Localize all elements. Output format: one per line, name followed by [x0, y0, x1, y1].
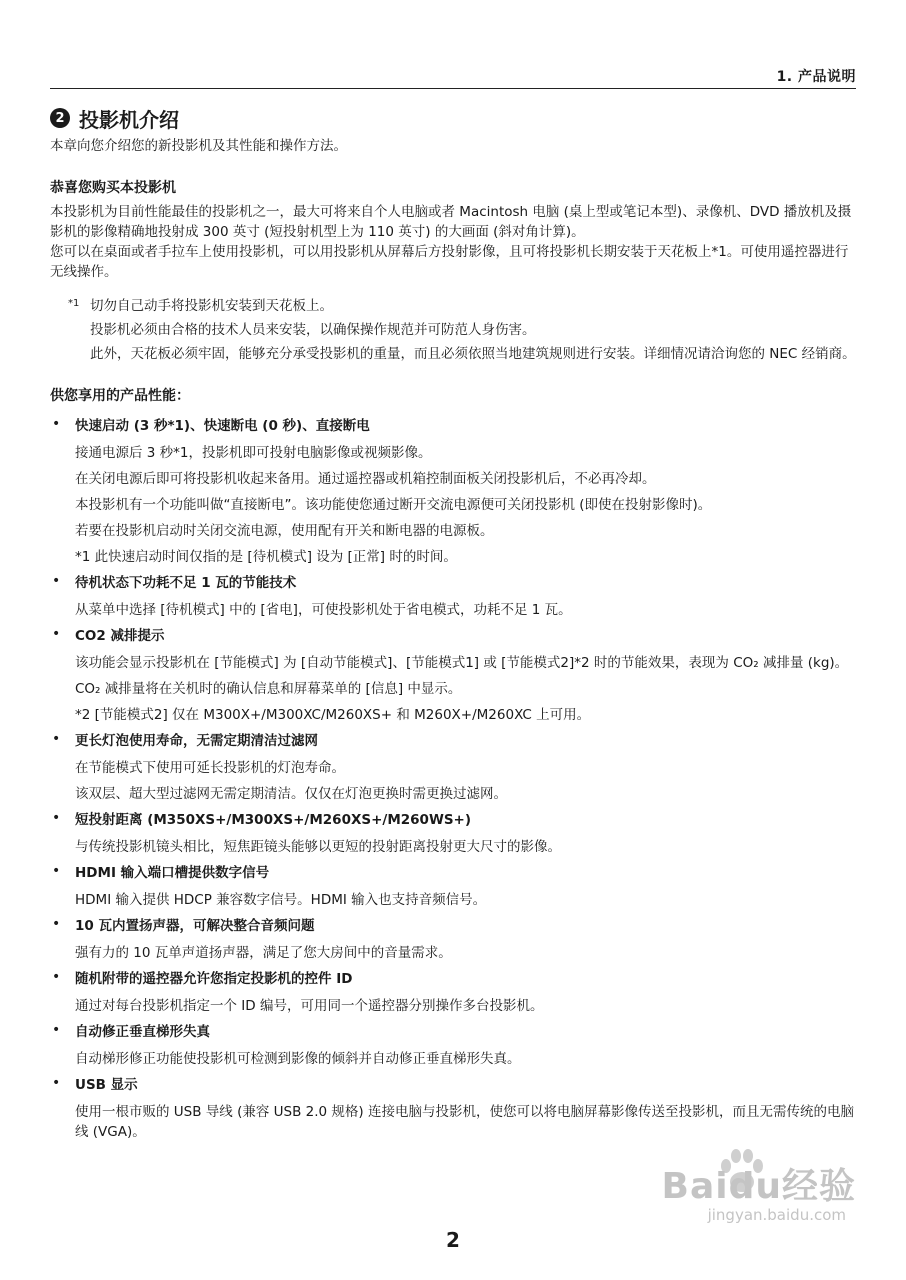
feature-title: 待机状态下功耗不足 1 瓦的节能技术 — [75, 575, 297, 591]
bullet-icon: • — [52, 416, 61, 432]
watermark-url: jingyan.baidu.com — [707, 1206, 846, 1224]
feature-item — [50, 572, 856, 620]
feature-item — [50, 415, 856, 567]
note-line: 此外，天花板必须牢固，能够充分承受投影机的重量，而且必须依照当地建筑规则进行安装。详细情况请洽询您的 NEC 经销商。 — [90, 346, 856, 362]
feature-description: 该双层、超大型过滤网无需定期清洁。仅仅在灯泡更换时需更换过滤网。 — [75, 786, 507, 802]
feature-item — [50, 915, 856, 963]
note-marker: *1 — [68, 298, 80, 309]
feature-item — [50, 862, 856, 910]
feature-description: 与传统投影机镜头相比，短焦距镜头能够以更短的投射距离投射更大尺寸的影像。 — [75, 839, 561, 855]
header-rule — [50, 88, 856, 89]
watermark-brand: Baidu经验 — [661, 1166, 856, 1207]
feature-description: 接通电源后 3 秒*1，投影机即可投射电脑影像或视频影像。 — [75, 445, 432, 461]
feature-description: 若要在投影机启动时关闭交流电源，使用配有开关和断电器的电源板。 — [75, 523, 494, 539]
feature-title: 自动修正垂直梯形失真 — [75, 1024, 210, 1040]
chapter-number-badge: 2 — [50, 108, 70, 128]
feature-title: 更长灯泡使用寿命，无需定期清洁过滤网 — [75, 733, 318, 749]
feature-description: 在节能模式下使用可延长投影机的灯泡寿命。 — [75, 760, 345, 776]
feature-title: 10 瓦内置扬声器，可解决整合音频问题 — [75, 918, 315, 934]
feature-item — [50, 730, 856, 804]
feature-description: 通过对每台投影机指定一个 ID 编号，可用同一个遥控器分别操作多台投影机。 — [75, 998, 544, 1014]
feature-item — [50, 625, 856, 725]
feature-description: 本投影机有一个功能叫做“直接断电”。该功能使您通过断开交流电源便可关闭投影机 (即使在投射影像时)。 — [75, 497, 712, 513]
feature-title: CO2 减排提示 — [75, 628, 165, 644]
chapter-title-text: 投影机介绍 — [79, 107, 179, 132]
feature-title: HDMI 输入端口槽提供数字信号 — [75, 865, 270, 881]
feature-title: 短投射距离 (M350XS+/M300XS+/M260XS+/M260WS+) — [75, 812, 472, 828]
note-line: 切勿自己动手将投影机安装到天花板上。 — [90, 298, 333, 314]
feature-description: CO₂ 减排量将在关机时的确认信息和屏幕菜单的 [信息] 中显示。 — [75, 681, 462, 697]
bullet-icon: • — [52, 863, 61, 879]
feature-description: HDMI 输入提供 HDCP 兼容数字信号。HDMI 输入也支持音频信号。 — [75, 892, 487, 908]
feature-description: 在关闭电源后即可将投影机收起来备用。通过遥控器或机箱控制面板关闭投影机后，不必再冷却。 — [75, 471, 656, 487]
feature-item — [50, 1074, 856, 1142]
feature-description: *2 [节能模式2] 仅在 M300X+/M300XC/M260XS+ 和 M260X+/M260XC 上可用。 — [75, 707, 591, 723]
feature-title: USB 显示 — [75, 1077, 138, 1093]
page-content — [50, 102, 856, 1147]
congrats-paragraph: 本投影机为目前性能最佳的投影机之一，最大可将来自个人电脑或者 Macintosh 电脑 (桌上型或笔记本型)、录像机、DVD 播放机及摄影机的影像精确地投射成 300 英寸 (短投射机型上为 110 英寸) 的大画面 (斜对角计算)。 — [50, 204, 852, 240]
congrats-heading: 恭喜您购买本投影机 — [50, 180, 176, 196]
bullet-icon: • — [52, 969, 61, 985]
feature-description: *1 此快速启动时间仅指的是 [待机模式] 设为 [正常] 时的时间。 — [75, 549, 457, 565]
features-list — [50, 415, 856, 1142]
feature-description: 该功能会显示投影机在 [节能模式] 为 [自动节能模式]、[节能模式1] 或 [节能模式2]*2 时的节能效果，表现为 CO₂ 减排量 (kg)。 — [75, 655, 849, 671]
bullet-icon: • — [52, 1075, 61, 1091]
section-header: 1. 产品说明 — [776, 69, 856, 85]
bullet-icon: • — [52, 1022, 61, 1038]
feature-item — [50, 968, 856, 1016]
ceiling-note — [50, 296, 856, 364]
bullet-icon: • — [52, 573, 61, 589]
feature-description: 使用一根市贩的 USB 导线 (兼容 USB 2.0 规格) 连接电脑与投影机，使您可以将电脑屏幕影像传送至投影机，而且无需传统的电脑线 (VGA)。 — [75, 1104, 854, 1140]
note-line: 投影机必须由合格的技术人员来安装，以确保操作规范并可防范人身伤害。 — [90, 322, 536, 338]
bullet-icon: • — [52, 810, 61, 826]
feature-description: 强有力的 10 瓦单声道扬声器，满足了您大房间中的音量需求。 — [75, 945, 452, 961]
baidu-watermark — [646, 1148, 856, 1238]
bullet-icon: • — [52, 626, 61, 642]
page-number: 2 — [446, 1228, 460, 1252]
feature-title: 快速启动 (3 秒*1)、快速断电 (0 秒)、直接断电 — [75, 418, 370, 434]
features-heading: 供您享用的产品性能： — [50, 388, 190, 404]
feature-title: 随机附带的遥控器允许您指定投影机的控件 ID — [75, 971, 353, 987]
feature-description: 从菜单中选择 [待机模式] 中的 [省电]，可使投影机处于省电模式，功耗不足 1 瓦。 — [75, 602, 572, 618]
bullet-icon: • — [52, 916, 61, 932]
chapter-title — [50, 102, 856, 134]
chapter-intro: 本章向您介绍您的新投影机及其性能和操作方法。 — [50, 138, 347, 154]
feature-item — [50, 1021, 856, 1069]
feature-description: 自动梯形修正功能使投影机可检测到影像的倾斜并自动修正垂直梯形失真。 — [75, 1051, 521, 1067]
feature-item — [50, 809, 856, 857]
congrats-paragraph: 您可以在桌面或者手拉车上使用投影机，可以用投影机从屏幕后方投射影像，且可将投影机长期安装于天花板上*1。可使用遥控器进行无线操作。 — [50, 244, 849, 280]
bullet-icon: • — [52, 731, 61, 747]
